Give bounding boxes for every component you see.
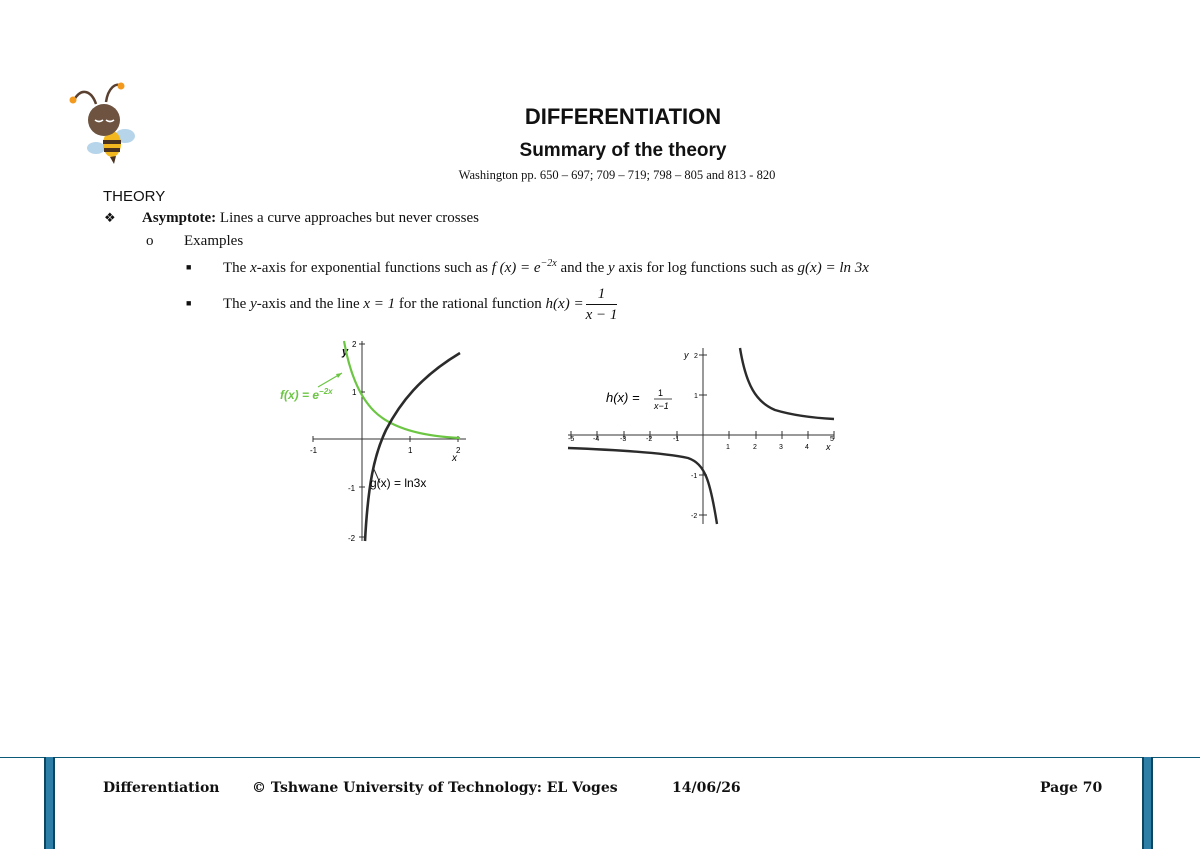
tick-label: -1 bbox=[691, 473, 698, 480]
asymptote-definition: Lines a curve approaches but never crosses bbox=[216, 210, 479, 226]
tick-label: -4 bbox=[593, 436, 600, 443]
g-curve-label: g(x) = ln3x bbox=[370, 476, 427, 490]
rational-function-formula: h(x) = bbox=[545, 295, 584, 312]
tick-label: 5 bbox=[830, 436, 834, 443]
page-title: DIFFERENTIATION bbox=[524, 104, 722, 129]
tick-label: -2 bbox=[348, 534, 356, 543]
footer-page-number: Page 70 bbox=[1040, 780, 1103, 796]
h-fraction-num: 1 bbox=[658, 388, 664, 398]
tick-label: -3 bbox=[620, 436, 627, 443]
tick-label: -5 bbox=[568, 436, 575, 443]
f-curve-label: $f(x) = e^{-2x}$ bbox=[280, 387, 333, 402]
log-function-formula: g(x) = ln 3x bbox=[797, 260, 869, 276]
rational-fraction: $\frac{1}{x - 1}$ bbox=[585, 286, 618, 323]
tick-label: 2 bbox=[456, 446, 461, 455]
tick-label: -2 bbox=[691, 513, 698, 520]
tick-label: 2 bbox=[753, 444, 757, 451]
tick-label: 1 bbox=[694, 393, 698, 400]
examples-item bbox=[146, 233, 243, 250]
asymptote-item bbox=[104, 210, 479, 227]
tick-label: 1 bbox=[726, 444, 730, 451]
example-2: ■ The y-axis and the line x = 1 for the rational function h(x) = $\frac{1}{x - 1}$ bbox=[186, 286, 618, 323]
square-bullet-icon: ■ bbox=[186, 262, 192, 272]
tick-label: 3 bbox=[779, 444, 783, 451]
asymptote-term: Asymptote: bbox=[142, 210, 217, 226]
tick-label: 1 bbox=[408, 446, 413, 455]
circle-bullet-icon: o bbox=[146, 233, 154, 249]
x-axis-label: x bbox=[452, 453, 457, 464]
theory-heading: THEORY bbox=[103, 188, 166, 205]
footer-right-bar bbox=[1142, 757, 1153, 849]
footer-copyright: © Tshwane University of Technology: EL Voges bbox=[252, 780, 618, 796]
footer-date: 14/06/26 bbox=[672, 780, 741, 796]
tick-label: 1 bbox=[352, 388, 357, 397]
tick-label: -1 bbox=[673, 436, 680, 443]
h-fraction-den: x−1 bbox=[654, 401, 669, 411]
example-1: ■ The x-axis for exponential functions such as f $(x) = e^{-2x}$ and the y axis for log functions such as g(x) = ln 3x bbox=[186, 258, 869, 276]
exp-function-formula: f $(x) = e^{-2x}$ bbox=[491, 258, 557, 276]
tick-label: 4 bbox=[805, 444, 809, 451]
reference-line: Washington pp. 650 – 697; 709 – 719; 798 – 805 and 813 - 820 bbox=[458, 168, 776, 182]
tick-label: 2 bbox=[352, 340, 357, 349]
footer-left-bar bbox=[44, 757, 55, 849]
y-axis-label: y bbox=[342, 346, 349, 358]
square-bullet-icon: ■ bbox=[186, 297, 192, 308]
tick-label: -2 bbox=[646, 436, 653, 443]
tick-label: -1 bbox=[348, 484, 356, 493]
graph-exp-log bbox=[270, 335, 480, 550]
page-subtitle: Summary of the theory bbox=[519, 140, 727, 161]
footer-chapter: Differentiation bbox=[103, 780, 220, 796]
h-curve-label: h(x) = bbox=[606, 390, 640, 405]
y-axis-label: y bbox=[684, 350, 689, 360]
tick-label: -1 bbox=[310, 446, 318, 455]
footer-rule bbox=[0, 757, 1200, 758]
examples-label: Examples bbox=[184, 233, 244, 249]
x-axis-label: x bbox=[826, 442, 831, 452]
graph-rational bbox=[560, 340, 845, 530]
diamond-bullet-icon: ❖ bbox=[104, 211, 116, 226]
tick-label: 2 bbox=[694, 353, 698, 360]
